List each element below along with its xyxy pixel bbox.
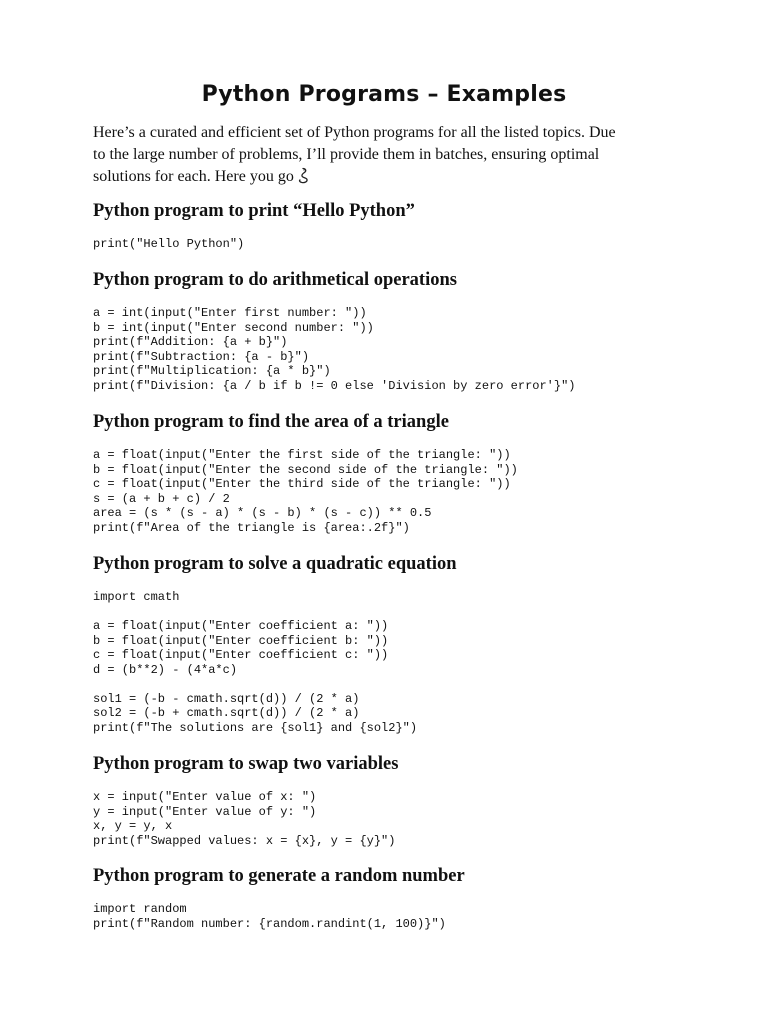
section-random-number xyxy=(93,865,733,931)
section-heading: Python program to do arithmetical operations xyxy=(93,270,457,290)
section-heading: Python program to print “Hello Python” xyxy=(93,201,415,221)
intro-line-2: to the large number of problems, I’ll provide them in batches, ensuring optimal xyxy=(93,146,600,163)
section-arithmetic xyxy=(93,269,733,393)
section-heading: Python program to swap two variables xyxy=(93,754,399,774)
section-hello-python xyxy=(93,200,733,252)
code-block: a = float(input("Enter the first side of the triangle: ")) b = float(input("Enter the second side of the triangle: ")) c = float(input("Enter the third side of the triangle: ")) s = (a + b + c) / 2 area = (s * (s - a) * (s - b) * (s - c)) ** 0.5 print(f"Area of the triangle is {area:.2f}") xyxy=(93,448,518,535)
code-block: x = input("Enter value of x: ") y = input("Enter value of y: ") x, y = y, x print(f"Swapped values: x = {x}, y = {y}") xyxy=(93,790,396,848)
intro-line-3 xyxy=(93,166,693,188)
code-block: import random print(f"Random number: {random.randint(1, 100)}") xyxy=(93,902,446,931)
section-swap-variables xyxy=(93,753,733,848)
intro-line-1: Here’s a curated and efficient set of Python programs for all the listed topics. Due xyxy=(93,124,616,141)
code-block: print("Hello Python") xyxy=(93,237,245,251)
page-title: Python Programs – Examples xyxy=(201,82,567,107)
code-block: a = int(input("Enter first number: ")) b = int(input("Enter second number: ")) print(f"Addition: {a + b}") print(f"Subtraction: {a - b}") print(f"Multiplication: {a * b}") print(f"Division: {a / b if b != 0 else 'Division by zero error'}") xyxy=(93,306,576,393)
code-block: import cmath a = float(input("Enter coefficient a: ")) b = float(input("Enter coefficient b: ")) c = float(input("Enter coefficient c: ")) d = (b**2) - (4*a*c) sol1 = (-b - cmath.sqrt(d)) / (2 * a) sol2 = (-b + cmath.sqrt(d)) / (2 * a) print(f"The solutions are {sol1} and {sol2}") xyxy=(93,590,418,735)
intro-paragraph xyxy=(93,122,693,188)
intro-line-3-text: solutions for each. Here you go xyxy=(93,168,294,185)
section-triangle-area xyxy=(93,411,733,535)
section-heading: Python program to solve a quadratic equation xyxy=(93,554,457,574)
section-heading: Python program to generate a random number xyxy=(93,866,465,886)
snake-emoji-icon xyxy=(297,167,310,184)
section-heading: Python program to find the area of a triangle xyxy=(93,412,449,432)
section-quadratic xyxy=(93,553,733,735)
